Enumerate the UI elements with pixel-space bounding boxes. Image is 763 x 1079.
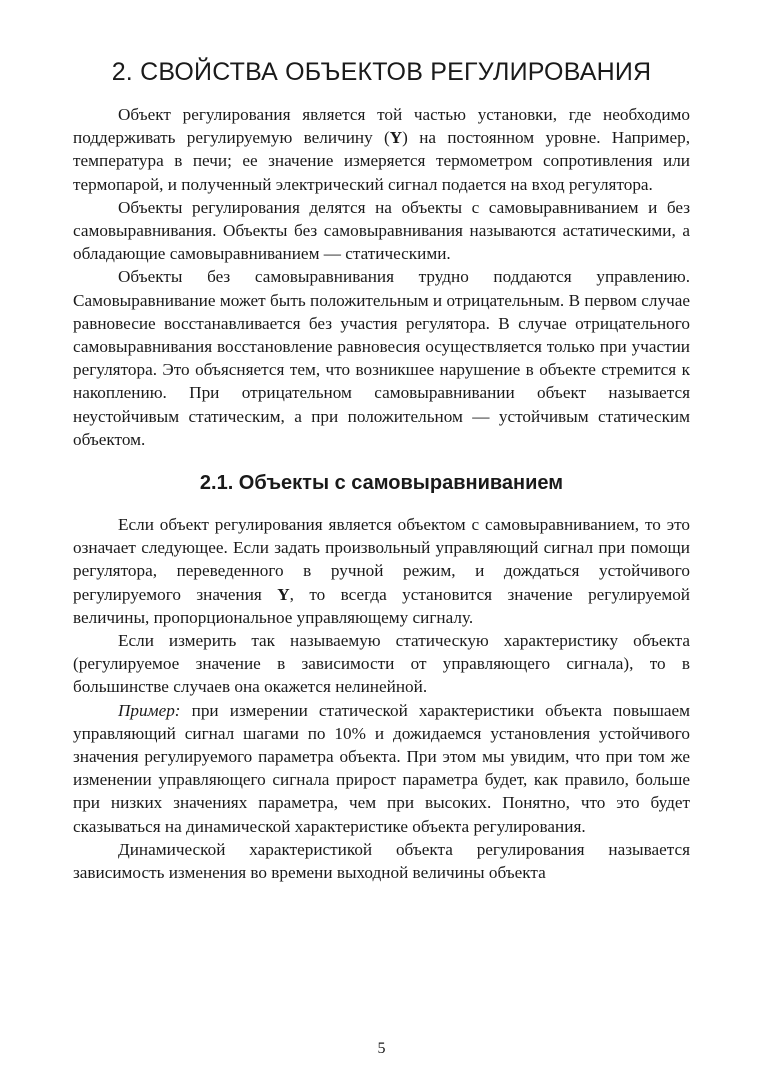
paragraph-static-characteristic: Если измерить так называемую статическую характеристику объекта (регулируемое значение в зависимости от управляющего сигнала), то в большинстве случаев она окажется нелинейной. [73,631,690,697]
example-label: Пример: [118,700,181,720]
variable-y: Y [389,128,403,148]
paragraph-text: , то всегда установится значение регулируемой величины, пропорциональное управляющему сигналу. [73,584,690,627]
paragraph-self-leveling: Объекты без самовыравнивания трудно поддаются управлению. Самовыравнивание может быть положительным и отрицательным. В первом случае равновесие восстанавливается без участия регулятора. В случае отрицательного самовыравнивания восстановление равновесия осуществляется только при участии регулятора. Это объясняется тем, что возникшее нарушение в объекте стремится к накоплению. При отрицательном самовыравнивании объект называется неустойчивым статическим, а при положительном — устойчивым статическим объектом. [73,267,690,449]
paragraph-self-leveling-meaning [73,513,690,629]
chapter-title: 2. СВОЙСТВА ОБЪЕКТОВ РЕГУЛИРОВАНИЯ [111,58,652,86]
paragraph-object-definition [73,103,690,196]
paragraph-text: при измерении статической характеристики объекта повышаем управляющий сигнал шагами по 10% и дожидаемся установления устойчивого значения регулируемого параметра объекта. При этом мы увидим, что при том же изменении управляющего сигнала прирост параметра будет, как правило, больше при низких значениях параметра, чем при высоких. Понятно, что это будет сказываться на динамической характеристике объекта регулирования. [73,700,690,836]
page-number: 5 [377,1040,386,1057]
paragraph-text: Если объект регулирования является объектом с самовыравниванием, то это означает следующее. Если задать произвольный управляющий сигнал при помощи регулятора, переведенного в ручной режим, и дождаться устойчивого регулируемого значения [73,515,690,604]
section-title: 2.1. Объекты с самовыравниванием [199,472,564,495]
document-page [73,55,690,884]
paragraph-text: ) на постоянном уровне. Например, температура в печи; ее значение измеряется термометром сопротивления или термопарой, и полученный электрический сигнал подается на вход регулятора. [73,128,690,194]
paragraph-object-types: Объекты регулирования делятся на объекты с самовыравниванием и без самовыравнивания. Объекты без самовыравнивания называются астатическими, а обладающие самовыравниванием — статическими. [73,197,690,264]
paragraph-example [73,699,690,838]
paragraph-dynamic-characteristic: Динамической характеристикой объекта регулирования называется зависимость изменения во времени выходной величины объекта [73,839,690,883]
paragraph-text: Объект регулирования является той частью установки, где необходимо поддерживать регулируемую величину ( [73,105,690,148]
variable-y: Y [277,584,290,604]
